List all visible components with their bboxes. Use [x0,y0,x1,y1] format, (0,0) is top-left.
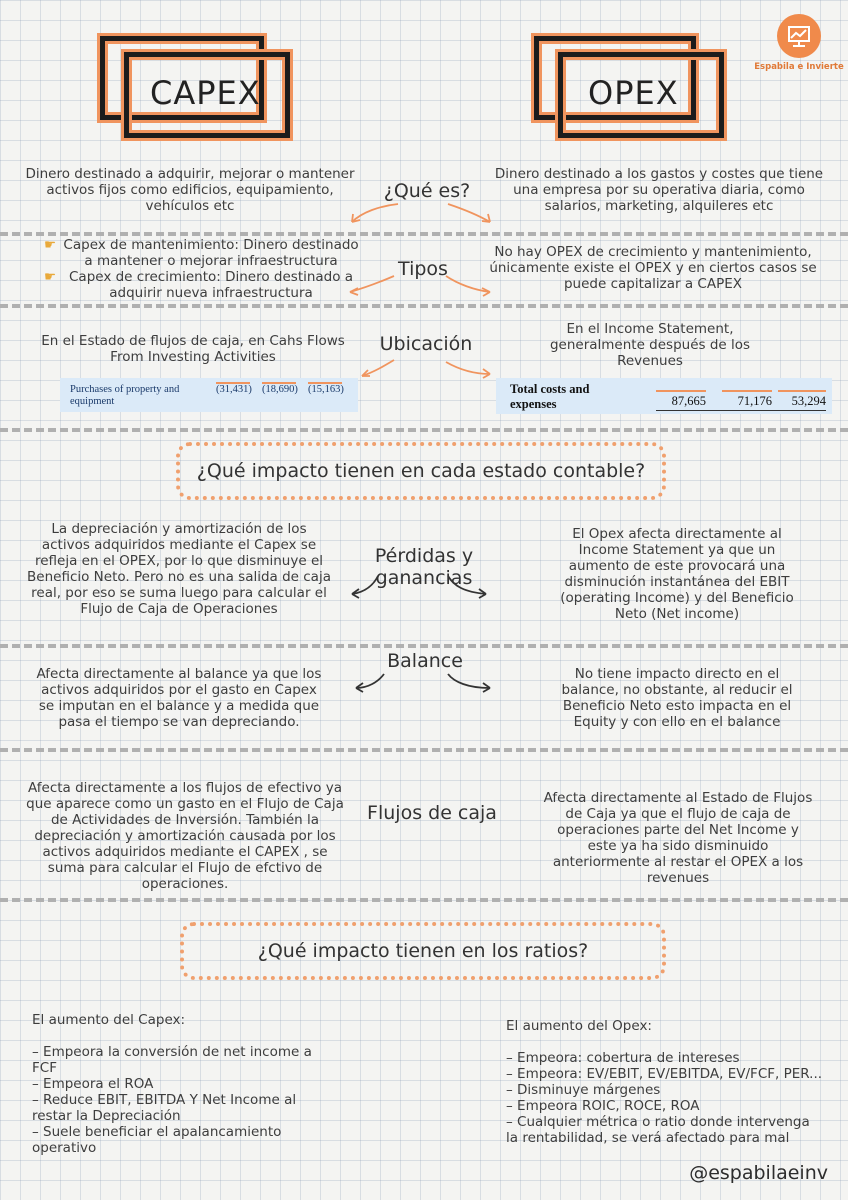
brand-logo [777,14,821,58]
capex-type-maintenance: Capex de mantenimiento: Dinero destinado a mantener o mejorar infraestructura [63,237,359,269]
pnl-capex-text: La depreciación y amortización de los activos adquiridos mediante el Capex se refleja en el OPEX, por lo que disminuye el Beneficio Neto. Pero no es una salida de caja real, por eso se suma luego para calcular el Flujo de Caja de Operaciones [27,521,331,617]
capex-definition: Dinero destinado a adquirir, mejorar o mantener activos fijos como edificios, equipamiento, vehículos etc [25,166,355,214]
separator-5 [0,748,848,752]
location-label: Ubicación [379,333,473,355]
statements-heading: ¿Qué impacto tienen en cada estado contable? [196,460,646,482]
opex-location: En el Income Statement, generalmente después de los Revenues [549,321,751,369]
location-arrows [350,356,500,384]
cashflow-label: Flujos de caja [367,802,497,824]
opex-table-value-1: 87,665 [671,394,706,408]
opex-table-label: Total costs and expenses [510,382,590,411]
chart-trend-icon [777,14,821,58]
ratios-heading-box [180,922,666,980]
capex-table-value-3: (15,163) [308,384,344,395]
capex-cashflow-table [60,378,358,412]
types-label: Tipos [398,258,448,280]
opex-definition: Dinero destinado a los gastos y costes que tiene una empresa por su operativa diaria, como salarios, marketing, alquileres etc [494,166,824,214]
ratios-opex [506,1018,826,1146]
list-item: – Empeora: cobertura de intereses [506,1050,740,1066]
opex-title-box [530,32,730,138]
list-item: – Cualquier métrica o ratio donde intervenga la rentabilidad, se verá afectado para mal [506,1114,810,1146]
separator-4 [0,644,848,648]
pnl-opex-text: El Opex afecta directamente al Income Statement ya que un aumento de este provocará una disminución instantánea del EBIT (operating Income) y del Beneficio Neto (Net income) [560,526,794,622]
pnl-label: Pérdidas y ganancias [374,545,474,589]
list-item: – Empeora: EV/EBIT, EV/EBITDA, EV/FCF, PER... [506,1066,823,1082]
balance-label: Balance [387,650,463,672]
statements-heading-box [176,442,666,500]
balance-capex-text: Afecta directamente al balance ya que los activos adquiridos por el gasto en Capex se imputan en el balance y a medida que pasa el tiempo se van depreciando. [36,666,322,730]
ratios-opex-intro: El aumento del Opex: [506,1018,652,1034]
separator-3 [0,428,848,432]
capex-table-value-2: (18,690) [262,384,298,395]
separator-1 [0,232,848,236]
brand-name: Espabila e Invierte [754,62,844,72]
capex-table-label: Purchases of property and equipment [70,384,180,407]
opex-table-value-2: 71,176 [737,394,772,408]
cashflow-capex-text: Afecta directamente a los flujos de efectivo ya que aparece como un gasto en el Flujo de Caja de Actividades de Inversión. También la depreciación y amortización causada por los activos adquiridos mediante el CAPEX , se suma para calcular el Flujo de efctivo de operaciones. [26,780,344,892]
opex-types: No hay OPEX de crecimiento y mantenimiento, únicamente existe el OPEX y en ciertos casos se puede capitalizar a CAPEX [489,244,817,292]
capex-table-value-1: (31,431) [216,384,252,395]
list-item: – Suele beneficiar el apalancamiento operativo [32,1124,282,1156]
pointing-hand-icon: ☛ [44,269,57,285]
pnl-arrows [336,572,506,602]
list-item: – Empeora ROIC, ROCE, ROA [506,1098,700,1114]
opex-title: OPEX [588,74,679,112]
balance-arrows [344,672,504,698]
social-handle: @espabilaeinv [689,1162,828,1184]
capex-type-growth: Capex de crecimiento: Dinero destinado a adquirir nueva infraestructura [69,269,354,301]
types-arrows [340,272,500,300]
separator-6 [0,898,848,902]
capex-title: CAPEX [150,74,261,112]
balance-opex-text: No tiene impacto directo en el balance, no obstante, al reducir el Beneficio Neto esto impacta en el Equity y con ello en el balance [561,666,793,730]
ratios-heading: ¿Qué impacto tienen en los ratios? [257,940,589,962]
list-item: – Empeora el ROA [32,1076,154,1092]
pointing-hand-icon: ☛ [44,237,57,253]
list-item: – Empeora la conversión de net income a FCF [32,1044,312,1076]
capex-location: En el Estado de flujos de caja, en Cahs Flows From Investing Activities [41,333,345,365]
cashflow-opex-text: Afecta directamente al Estado de Flujos de Caja ya que el flujo de caja de operaciones parte del Net Income y este ya ha sido disminuido anteriormente al restar el OPEX a los revenues [543,790,813,886]
capex-types [44,237,364,301]
ratios-capex-intro: El aumento del Capex: [32,1012,186,1028]
capex-title-box [96,32,296,138]
opex-income-table [496,378,832,414]
list-item: – Disminuye márgenes [506,1082,661,1098]
what-is-arrows [340,200,500,230]
what-is-label: ¿Qué es? [383,180,471,202]
list-item: – Reduce EBIT, EBITDA Y Net Income al restar la Depreciación [32,1092,297,1124]
opex-table-value-3: 53,294 [791,394,826,408]
separator-2 [0,304,848,308]
ratios-capex [32,1012,332,1156]
